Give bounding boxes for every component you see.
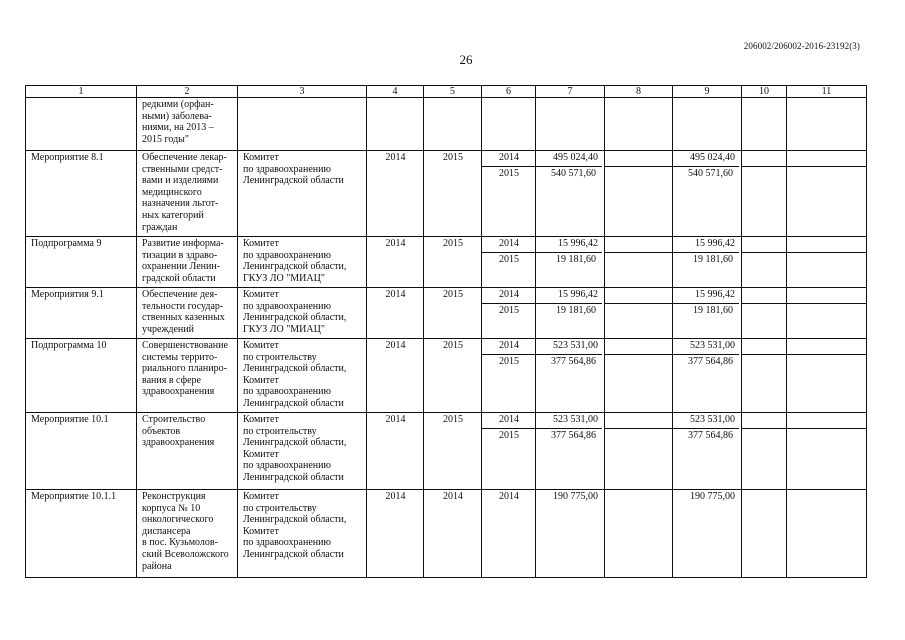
cell-value [610,152,668,164]
cell-value [787,166,866,180]
cell-col-8 [605,237,673,288]
cell-col-3: Комитет по строительству Ленинградской области, Комитет по здравоохранению Ленинградской области [238,339,367,413]
cell-value: 2014 [499,414,519,425]
cell-value [742,252,786,266]
cell-value [742,354,786,368]
cell-value: 495 024,40 [553,152,598,163]
page-number: 26 [459,52,473,67]
cell-col-2: Реконструкция корпуса № 10 онкологического диспансера в пос. Кузьмолов- ский Всеволожского района [137,490,238,578]
cell-col-2: Обеспечение дея- тельности государ- ственных казенных учреждений [137,288,238,339]
cell-col-5: 2014 [424,490,482,578]
column-header-11: 11 [787,86,867,98]
cell-value [605,166,672,180]
cell-col-11 [787,98,867,151]
cell-col-7 [536,288,605,339]
cell-col-8 [605,413,673,490]
cell-value [747,491,782,503]
cell-value [787,354,866,368]
cell-col-5: 2015 [424,339,482,413]
cell-value: 19 181,60 [673,252,739,266]
table-body [26,86,867,578]
cell-col-8 [605,490,673,578]
cell-col-1: Подпрограмма 10 [26,339,137,413]
cell-col-3: Комитет по здравоохранению Ленинградской области, ГКУЗ ЛО "МИАЦ" [238,237,367,288]
column-header-3: 3 [238,86,367,98]
cell-col-4: 2014 [367,237,424,288]
cell-col-11 [787,151,867,237]
cell-col-4 [367,98,424,151]
cell-col-7 [536,151,605,237]
cell-value: 2015 [482,428,535,442]
cell-value: 2014 [499,289,519,300]
cell-value [610,289,668,301]
cell-value [747,289,782,301]
cell-value [792,152,862,164]
cell-col-4: 2014 [367,490,424,578]
cell-col-8 [605,288,673,339]
cell-col-5: 2015 [424,288,482,339]
cell-col-1: Подпрограмма 9 [26,237,137,288]
cell-value [787,428,866,442]
cell-value: 15 996,42 [558,289,598,300]
table-row [26,237,867,288]
column-header-7: 7 [536,86,605,98]
cell-col-10 [742,98,787,151]
cell-col-9 [673,413,742,490]
cell-col-9 [673,490,742,578]
cell-value [747,238,782,250]
cell-value: 15 996,42 [695,289,735,300]
table-row [26,288,867,339]
cell-value [605,252,672,266]
cell-col-7 [536,413,605,490]
cell-value [610,491,668,503]
cell-col-5 [424,98,482,151]
cell-value: 190 775,00 [553,491,598,502]
header-row [26,86,867,98]
cell-value [792,238,862,250]
cell-col-7 [536,490,605,578]
cell-col-10 [742,413,787,490]
cell-value: 15 996,42 [558,238,598,249]
column-header-9: 9 [673,86,742,98]
cell-value: 523 531,00 [553,340,598,351]
cell-col-1: Мероприятие 10.1.1 [26,490,137,578]
cell-col-1 [26,98,137,151]
cell-value [792,340,862,352]
cell-col-5: 2015 [424,237,482,288]
cell-value [610,414,668,426]
cell-value [742,303,786,317]
cell-col-4: 2014 [367,339,424,413]
cell-value: 523 531,00 [690,340,735,351]
document-id: 206002/206002-2016-23192(3) [743,41,860,51]
column-header-6: 6 [482,86,536,98]
column-header-8: 8 [605,86,673,98]
cell-value: 523 531,00 [553,414,598,425]
cell-col-11 [787,237,867,288]
cell-col-6 [482,151,536,237]
cell-col-7 [536,237,605,288]
cell-col-10 [742,288,787,339]
table-row [26,413,867,490]
cell-value [747,414,782,426]
cell-col-11 [787,490,867,578]
program-table [25,85,867,578]
cell-value: 19 181,60 [673,303,739,317]
cell-value [792,414,862,426]
cell-col-2: редкими (орфан- ными) заболева- ниями, на 2013 – 2015 годы" [137,98,238,151]
cell-value: 377 564,86 [536,354,602,368]
cell-col-9 [673,237,742,288]
cell-col-5: 2015 [424,413,482,490]
cell-value: 19 181,60 [536,303,602,317]
cell-value: 19 181,60 [536,252,602,266]
cell-col-6 [482,490,536,578]
cell-col-11 [787,413,867,490]
cell-value [787,303,866,317]
cell-col-1: Мероприятия 9.1 [26,288,137,339]
cell-col-11 [787,288,867,339]
cell-value [792,491,862,503]
cell-col-3: Комитет по строительству Ленинградской области, Комитет по здравоохранению Ленинградской области [238,490,367,578]
cell-col-8 [605,98,673,151]
column-header-4: 4 [367,86,424,98]
cell-value: 2015 [482,354,535,368]
cell-value: 15 996,42 [695,238,735,249]
cell-col-7 [536,98,605,151]
cell-value [787,252,866,266]
cell-col-7 [536,339,605,413]
cell-value: 523 531,00 [690,414,735,425]
cell-col-10 [742,490,787,578]
cell-value: 2014 [499,340,519,351]
cell-col-11 [787,339,867,413]
cell-value [605,428,672,442]
cell-value [742,428,786,442]
table-row [26,339,867,413]
cell-col-3: Комитет по здравоохранению Ленинградской области, ГКУЗ ЛО "МИАЦ" [238,288,367,339]
cell-value [605,354,672,368]
cell-col-9 [673,339,742,413]
cell-col-6 [482,288,536,339]
cell-col-10 [742,151,787,237]
cell-value: 377 564,86 [673,428,739,442]
cell-value: 495 024,40 [690,152,735,163]
table-row [26,490,867,578]
cell-col-6 [482,98,536,151]
cell-col-2: Совершенствование системы террито- риального планиро- вания в сфере здравоохранения [137,339,238,413]
cell-col-9 [673,288,742,339]
cell-col-2: Строительство объектов здравоохранения [137,413,238,490]
cell-value [605,303,672,317]
cell-value: 540 571,60 [536,166,602,180]
cell-col-9 [673,151,742,237]
cell-value: 190 775,00 [690,491,735,502]
cell-col-4: 2014 [367,413,424,490]
cell-value: 2014 [499,491,519,502]
cell-value [747,340,782,352]
cell-value: 540 571,60 [673,166,739,180]
cell-value: 2014 [499,152,519,163]
cell-col-8 [605,339,673,413]
cell-col-6 [482,237,536,288]
cell-value: 377 564,86 [673,354,739,368]
cell-value: 377 564,86 [536,428,602,442]
cell-col-5: 2015 [424,151,482,237]
cell-col-2: Развитие информа- тизации в здраво- охранении Ленин- градской области [137,237,238,288]
cell-col-1: Мероприятие 8.1 [26,151,137,237]
cell-col-3: Комитет по строительству Ленинградской области, Комитет по здравоохранению Ленинградской области [238,413,367,490]
cell-col-2: Обеспечение лекар- ственными средст- вами и изделиями медицинского назначения льгот- ных категорий граждан [137,151,238,237]
table-row [26,151,867,237]
cell-value [610,238,668,250]
cell-value: 2014 [499,238,519,249]
cell-value [610,340,668,352]
cell-value: 2015 [482,303,535,317]
column-header-10: 10 [742,86,787,98]
cell-value: 2015 [482,166,535,180]
cell-value [742,166,786,180]
cell-col-4: 2014 [367,151,424,237]
column-header-1: 1 [26,86,137,98]
cell-value: 2015 [482,252,535,266]
column-header-5: 5 [424,86,482,98]
cell-col-6 [482,339,536,413]
cell-col-10 [742,339,787,413]
cell-col-3: Комитет по здравоохранению Ленинградской области [238,151,367,237]
table-row [26,98,867,151]
cell-col-10 [742,237,787,288]
cell-col-1: Мероприятие 10.1 [26,413,137,490]
cell-col-9 [673,98,742,151]
cell-value [747,152,782,164]
cell-value [792,289,862,301]
cell-col-4: 2014 [367,288,424,339]
cell-col-6 [482,413,536,490]
column-header-2: 2 [137,86,238,98]
cell-col-8 [605,151,673,237]
cell-col-3 [238,98,367,151]
